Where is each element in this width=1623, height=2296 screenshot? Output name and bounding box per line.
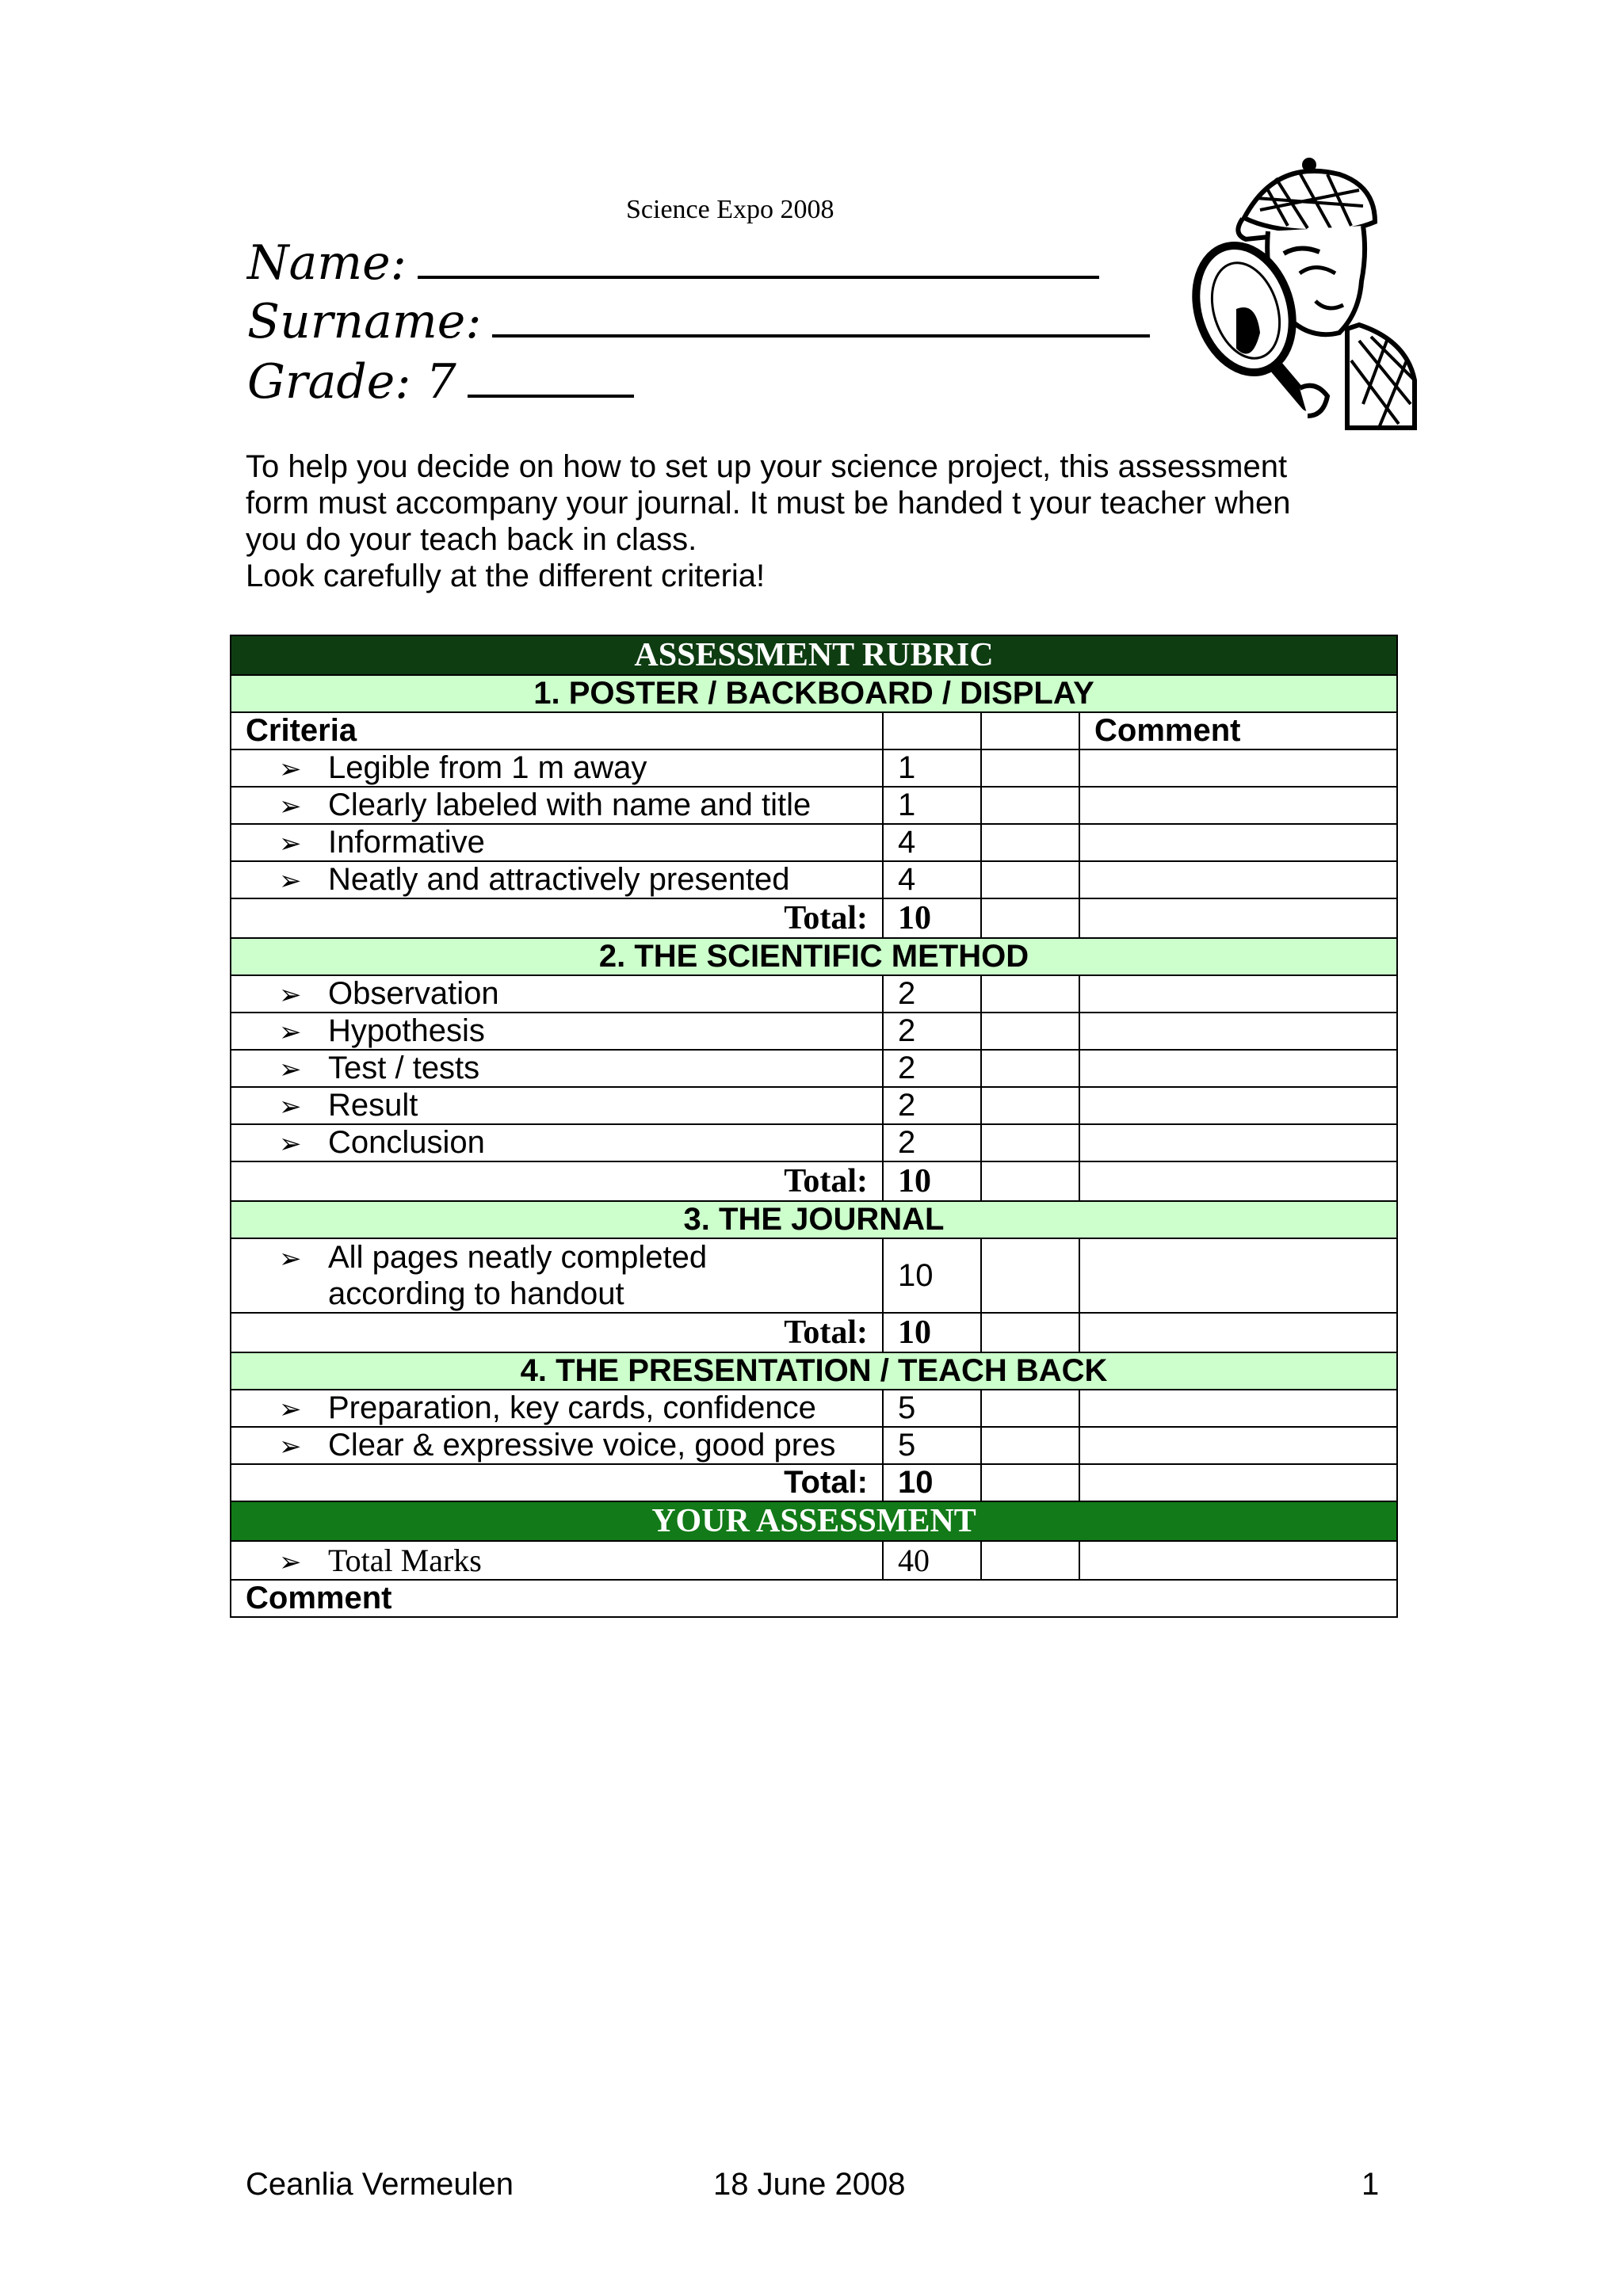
section-heading: 4. THE PRESENTATION / TEACH BACK bbox=[231, 1352, 1397, 1390]
score-cell[interactable] bbox=[981, 898, 1079, 938]
table-row bbox=[231, 1124, 1397, 1161]
score-cell[interactable] bbox=[981, 1541, 1079, 1580]
score-cell[interactable] bbox=[981, 1013, 1079, 1050]
comment-cell[interactable] bbox=[1079, 861, 1397, 898]
assessment-title-row bbox=[231, 1501, 1397, 1541]
rubric-title: ASSESSMENT RUBRIC bbox=[231, 635, 1397, 675]
section-heading-row bbox=[231, 938, 1397, 975]
criterion-cell bbox=[231, 1124, 883, 1161]
total-label: Total: bbox=[231, 898, 883, 938]
total-value: 10 bbox=[883, 1161, 981, 1201]
footer-date: 18 June 2008 bbox=[713, 2167, 906, 2202]
arrow-bullet-icon: ➢ bbox=[279, 1432, 302, 1462]
max-marks: 5 bbox=[883, 1390, 981, 1427]
arrow-bullet-icon: ➢ bbox=[279, 1017, 302, 1047]
total-label: Total: bbox=[231, 1464, 883, 1501]
table-row bbox=[231, 1013, 1397, 1050]
rubric-title-row bbox=[231, 635, 1397, 675]
total-value: 10 bbox=[883, 1464, 981, 1501]
max-marks: 4 bbox=[883, 861, 981, 898]
section-heading-row bbox=[231, 1352, 1397, 1390]
comment-cell[interactable] bbox=[1079, 1087, 1397, 1124]
criterion-text: Clearly labeled with name and title bbox=[328, 788, 812, 822]
criterion-cell bbox=[231, 861, 883, 898]
arrow-bullet-icon: ➢ bbox=[279, 1394, 302, 1425]
total-marks-value: 40 bbox=[883, 1541, 981, 1580]
section-heading: 1. POSTER / BACKBOARD / DISPLAY bbox=[231, 675, 1397, 712]
criterion-cell bbox=[231, 1238, 883, 1313]
criterion-text: Clear & expressive voice, good pres bbox=[328, 1428, 836, 1463]
score-cell[interactable] bbox=[981, 749, 1079, 787]
section-heading: 3. THE JOURNAL bbox=[231, 1201, 1397, 1238]
criterion-text: Neatly and attractively presented bbox=[328, 862, 790, 897]
criterion-cell bbox=[231, 1427, 883, 1464]
max-marks: 4 bbox=[883, 824, 981, 861]
score-cell[interactable] bbox=[981, 861, 1079, 898]
arrow-bullet-icon: ➢ bbox=[279, 1092, 302, 1122]
score-cell[interactable] bbox=[981, 1124, 1079, 1161]
intro-line: Look carefully at the different criteria! bbox=[246, 559, 766, 593]
comment-cell[interactable] bbox=[1079, 749, 1397, 787]
grade-blank-line[interactable] bbox=[468, 353, 634, 398]
criterion-text: Preparation, key cards, confidence bbox=[328, 1390, 816, 1425]
max-marks: 2 bbox=[883, 975, 981, 1013]
comment-cell[interactable] bbox=[1079, 1161, 1397, 1201]
score-cell[interactable] bbox=[981, 1313, 1079, 1352]
name-field bbox=[247, 235, 1099, 292]
score-cell[interactable] bbox=[981, 787, 1079, 824]
criterion-text: Result bbox=[328, 1088, 418, 1123]
name-label: Name: bbox=[247, 235, 407, 291]
total-value: 10 bbox=[883, 1313, 981, 1352]
table-row bbox=[231, 749, 1397, 787]
max-marks: 2 bbox=[883, 1013, 981, 1050]
comment-cell[interactable] bbox=[1079, 1541, 1397, 1580]
total-label: Total: bbox=[231, 1161, 883, 1201]
criterion-text: Legible from 1 m away bbox=[328, 750, 647, 785]
max-marks: 2 bbox=[883, 1087, 981, 1124]
score-cell[interactable] bbox=[981, 1427, 1079, 1464]
score-cell[interactable] bbox=[981, 975, 1079, 1013]
comment-cell[interactable] bbox=[1079, 1013, 1397, 1050]
table-row bbox=[231, 787, 1397, 824]
total-marks-row bbox=[231, 1541, 1397, 1580]
surname-field bbox=[247, 293, 1150, 350]
name-blank-line[interactable] bbox=[418, 235, 1099, 279]
total-row bbox=[231, 1161, 1397, 1201]
criterion-cell bbox=[231, 1087, 883, 1124]
intro-line: you do your teach back in class. bbox=[246, 522, 697, 557]
arrow-bullet-icon: ➢ bbox=[279, 1548, 302, 1577]
score-cell[interactable] bbox=[981, 1161, 1079, 1201]
surname-blank-line[interactable] bbox=[492, 293, 1150, 338]
arrow-bullet-icon: ➢ bbox=[279, 791, 302, 822]
grade-label: Grade: 7 bbox=[247, 354, 456, 410]
comment-cell[interactable] bbox=[1079, 1124, 1397, 1161]
table-row bbox=[231, 975, 1397, 1013]
criterion-cell bbox=[231, 1390, 883, 1427]
table-row bbox=[231, 1050, 1397, 1087]
grade-field bbox=[247, 353, 634, 410]
criteria-header-row bbox=[231, 712, 1397, 749]
detective-icon bbox=[1189, 143, 1426, 436]
criterion-cell bbox=[231, 787, 883, 824]
criterion-text: Conclusion bbox=[328, 1125, 485, 1160]
criterion-text: Informative bbox=[328, 825, 485, 860]
criterion-text: Observation bbox=[328, 976, 499, 1011]
criterion-text: Test / tests bbox=[328, 1051, 480, 1085]
arrow-bullet-icon: ➢ bbox=[279, 1244, 302, 1274]
score-header-cell bbox=[981, 712, 1079, 749]
arrow-bullet-icon: ➢ bbox=[279, 754, 302, 784]
surname-label: Surname: bbox=[247, 294, 482, 349]
max-marks: 2 bbox=[883, 1050, 981, 1087]
comment-cell[interactable] bbox=[1079, 1313, 1397, 1352]
intro-line: form must accompany your journal. It must be handed t your teacher when bbox=[246, 486, 1291, 521]
arrow-bullet-icon: ➢ bbox=[279, 980, 302, 1010]
intro-line: To help you decide on how to set up your science project, this assessment bbox=[246, 449, 1288, 484]
score-cell[interactable] bbox=[981, 1050, 1079, 1087]
score-cell[interactable] bbox=[981, 1390, 1079, 1427]
criterion-cell bbox=[231, 1050, 883, 1087]
final-comment-box[interactable] bbox=[231, 1580, 1397, 1617]
criteria-header: Criteria bbox=[231, 712, 883, 749]
table-row bbox=[231, 1427, 1397, 1464]
final-comment-label: Comment bbox=[246, 1581, 392, 1615]
comment-cell[interactable] bbox=[1079, 975, 1397, 1013]
criterion-cell bbox=[231, 975, 883, 1013]
total-row bbox=[231, 898, 1397, 938]
max-marks: 5 bbox=[883, 1427, 981, 1464]
document-title: Science Expo 2008 bbox=[626, 195, 834, 224]
criterion-cell bbox=[231, 1541, 883, 1580]
table-row bbox=[231, 1087, 1397, 1124]
max-marks: 2 bbox=[883, 1124, 981, 1161]
criterion-text: All pages neatly completed according to handout bbox=[328, 1240, 708, 1311]
arrow-bullet-icon: ➢ bbox=[279, 1129, 302, 1159]
arrow-bullet-icon: ➢ bbox=[279, 1055, 302, 1085]
comment-cell[interactable] bbox=[1079, 1050, 1397, 1087]
comment-header: Comment bbox=[1079, 712, 1397, 749]
comment-cell[interactable] bbox=[1079, 1390, 1397, 1427]
section-heading-row bbox=[231, 675, 1397, 712]
max-marks: 10 bbox=[883, 1238, 981, 1313]
table-row bbox=[231, 1238, 1397, 1313]
max-marks: 1 bbox=[883, 787, 981, 824]
assessment-title: YOUR ASSESSMENT bbox=[231, 1501, 1397, 1541]
table-row bbox=[231, 1390, 1397, 1427]
max-marks: 1 bbox=[883, 749, 981, 787]
total-value: 10 bbox=[883, 898, 981, 938]
section-heading: 2. THE SCIENTIFIC METHOD bbox=[231, 938, 1397, 975]
arrow-bullet-icon: ➢ bbox=[279, 829, 302, 859]
final-comment-row bbox=[231, 1580, 1397, 1617]
section-heading-row bbox=[231, 1201, 1397, 1238]
comment-cell[interactable] bbox=[1079, 1427, 1397, 1464]
criterion-cell bbox=[231, 1013, 883, 1050]
score-cell[interactable] bbox=[981, 1087, 1079, 1124]
comment-cell[interactable] bbox=[1079, 824, 1397, 861]
footer-page-number: 1 bbox=[1361, 2167, 1380, 2202]
comment-cell[interactable] bbox=[1079, 898, 1397, 938]
score-cell[interactable] bbox=[981, 1464, 1079, 1501]
marks-header-cell bbox=[883, 712, 981, 749]
criterion-cell bbox=[231, 824, 883, 861]
score-cell[interactable] bbox=[981, 1238, 1079, 1313]
table-row bbox=[231, 861, 1397, 898]
assessment-rubric-table bbox=[230, 635, 1398, 1618]
total-marks-label: Total Marks bbox=[328, 1543, 482, 1578]
table-row bbox=[231, 824, 1397, 861]
total-label: Total: bbox=[231, 1313, 883, 1352]
comment-cell[interactable] bbox=[1079, 787, 1397, 824]
score-cell[interactable] bbox=[981, 824, 1079, 861]
arrow-bullet-icon: ➢ bbox=[279, 866, 302, 896]
criterion-cell bbox=[231, 749, 883, 787]
intro-text bbox=[246, 448, 1379, 594]
footer-author: Ceanlia Vermeulen bbox=[246, 2167, 514, 2202]
comment-cell[interactable] bbox=[1079, 1238, 1397, 1313]
total-row bbox=[231, 1313, 1397, 1352]
criterion-text: Hypothesis bbox=[328, 1013, 485, 1048]
total-row bbox=[231, 1464, 1397, 1501]
comment-cell[interactable] bbox=[1079, 1464, 1397, 1501]
